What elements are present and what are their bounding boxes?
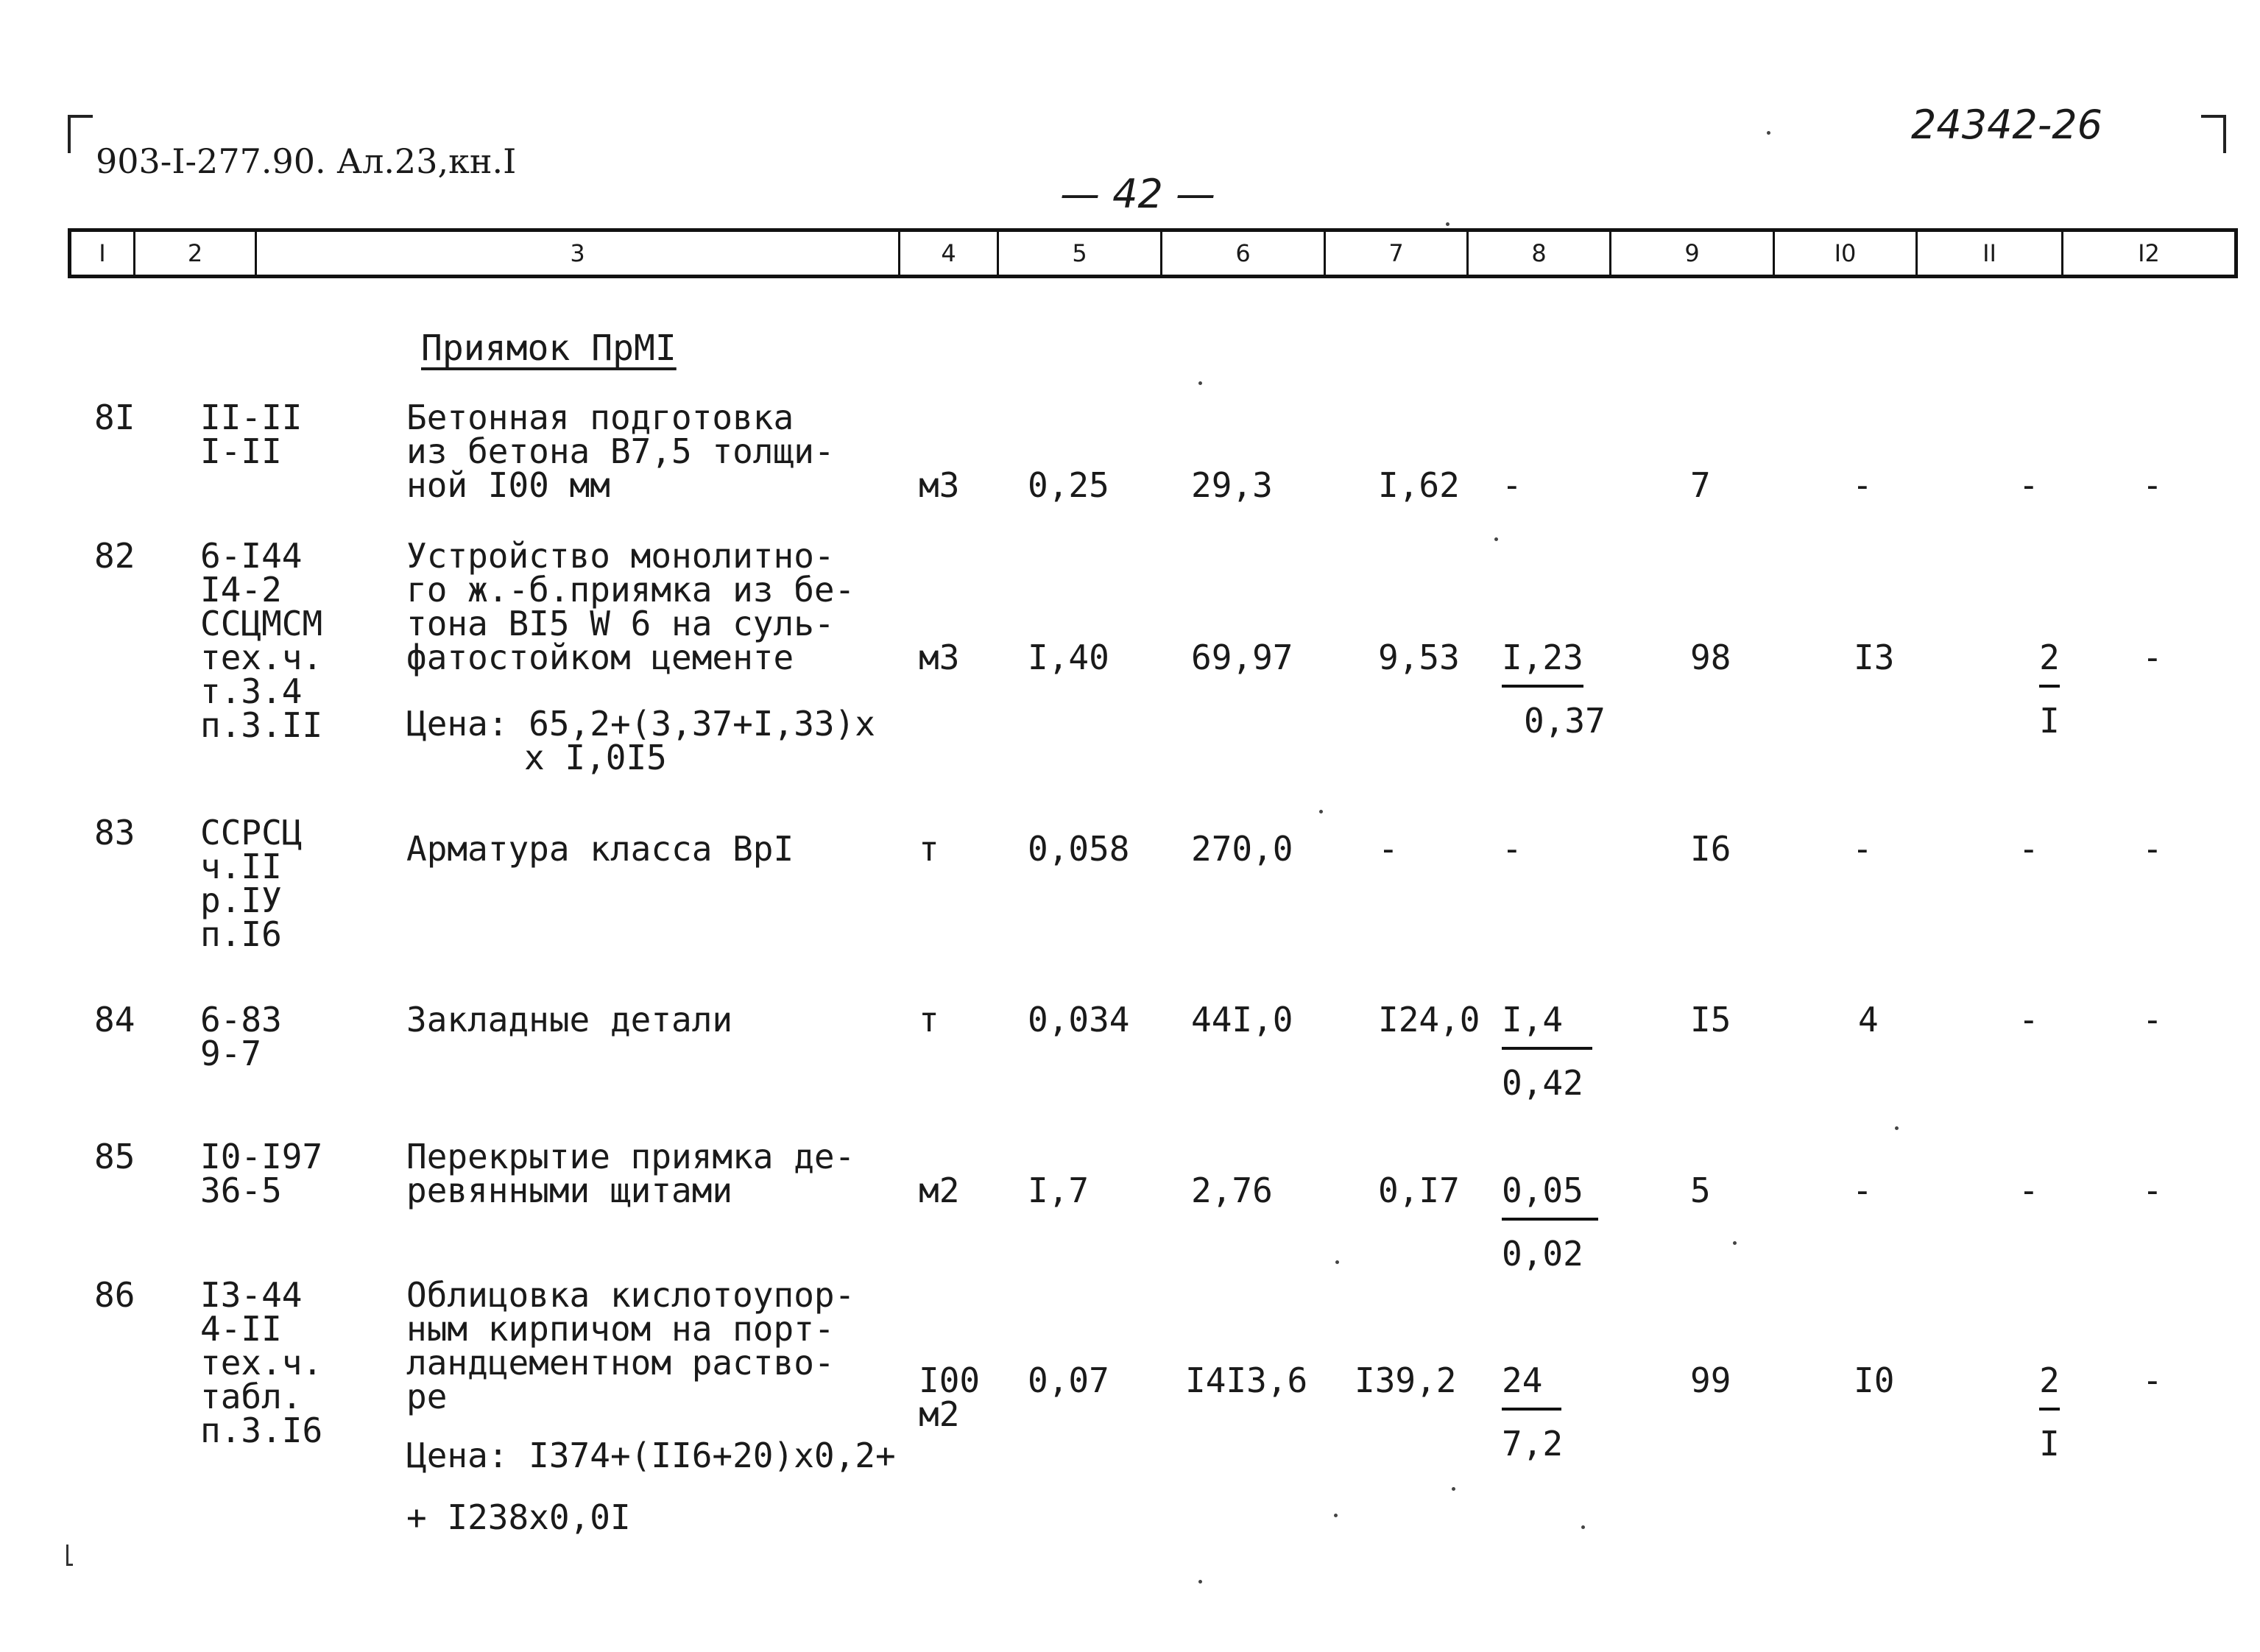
scan-speck: [1319, 810, 1323, 813]
row-85-unit: м2: [919, 1171, 960, 1210]
scan-speck: [1198, 381, 1202, 385]
scan-speck: [1767, 131, 1770, 135]
row-82-col9: 98: [1690, 638, 1731, 677]
row-85-price: 2,76: [1191, 1171, 1273, 1210]
column-header-8: 8: [1469, 232, 1611, 275]
row-83-name: Арматура класса BpI: [406, 829, 794, 869]
column-header-3: 3: [257, 232, 900, 275]
row-83-col7: -: [1378, 829, 1399, 869]
page-number: — 42 —: [1060, 171, 1216, 217]
scan-speck: [1452, 1487, 1455, 1491]
column-header-11: II: [1918, 232, 2063, 275]
row-83-col8: -: [1502, 829, 1522, 869]
row-86-name: Облицовка кислотоупор- ным кирпичом на порт- ландцементном раство- ре: [406, 1275, 855, 1416]
row-83-col9: I6: [1690, 829, 1731, 869]
row-84-qty: 0,034: [1028, 1000, 1130, 1039]
row-85-col12: -: [2142, 1171, 2163, 1210]
row-85-col11: -: [2019, 1171, 2039, 1210]
row-86-col7: I39,2: [1355, 1360, 1457, 1400]
fraction-denominator: I: [2039, 701, 2060, 741]
row-83-qty: 0,058: [1028, 829, 1130, 869]
scan-speck: [1334, 1514, 1338, 1517]
scan-speck: [1895, 1126, 1899, 1130]
column-header-7: 7: [1326, 232, 1469, 275]
column-header-2: 2: [135, 232, 257, 275]
row-85-name: Перекрытие приямка де- ревянными щитами: [406, 1137, 855, 1210]
fraction-denominator: 0,42: [1502, 1063, 1583, 1103]
row-81-col8: -: [1502, 465, 1522, 505]
row-82-col12: -: [2142, 638, 2163, 677]
row-84-number: 84: [94, 1000, 135, 1039]
column-header-9: 9: [1611, 232, 1775, 275]
row-81-col9: 7: [1690, 465, 1711, 505]
column-header-10: I0: [1775, 232, 1918, 275]
row-83-col12: -: [2142, 829, 2163, 869]
column-header-4: 4: [900, 232, 999, 275]
row-84-code: 6-83 9-7: [200, 1000, 282, 1073]
row-83-number: 83: [94, 813, 135, 853]
column-header-1: I: [71, 232, 135, 275]
fraction-numerator: 2: [2039, 640, 2060, 688]
row-84-name: Закладные детали: [406, 1000, 733, 1039]
column-header-5: 5: [999, 232, 1162, 275]
row-86-col9: 99: [1690, 1360, 1731, 1400]
row-81-qty: 0,25: [1028, 465, 1109, 505]
fraction-numerator: 24: [1502, 1363, 1561, 1411]
row-83-col10: -: [1852, 829, 1873, 869]
row-86-code: I3-44 4-II тех.ч. табл. п.3.I6: [200, 1275, 323, 1450]
column-header-12: I2: [2138, 239, 2160, 267]
row-81-col10: -: [1852, 465, 1873, 505]
row-86-col12: -: [2142, 1360, 2163, 1400]
row-84-col12: -: [2142, 1000, 2163, 1039]
row-86-col10: I0: [1854, 1360, 1895, 1400]
row-82-col7: 9,53: [1378, 638, 1460, 677]
row-82-qty: I,40: [1028, 638, 1109, 677]
scan-speck: [1198, 1580, 1202, 1584]
row-82-col10: I3: [1854, 638, 1895, 677]
corner-mark-top-right: [2201, 115, 2226, 153]
row-83-col11: -: [2019, 829, 2039, 869]
fraction-numerator: I,23: [1502, 640, 1583, 688]
document-code: 903-I-277.90. Ал.23,кн.I: [96, 141, 517, 181]
row-82-number: 82: [94, 536, 135, 576]
row-84-col11: -: [2019, 1000, 2039, 1039]
row-81-price: 29,3: [1191, 465, 1273, 505]
row-81-unit: м3: [919, 465, 960, 505]
corner-mark-top-left: [68, 115, 93, 153]
column-header-row: [68, 228, 2238, 278]
fraction-numerator: 0,05: [1502, 1173, 1598, 1221]
row-82-name: Устройство монолитно- го ж.-б.приямка из бе- тона BI5 W 6 на суль- фатостойком цементе: [406, 536, 855, 677]
row-85-qty: I,7: [1028, 1171, 1090, 1210]
scan-speck: [1733, 1241, 1737, 1245]
fraction-denominator: 0,37: [1524, 701, 1606, 741]
archive-number: 24342-26: [1911, 102, 2102, 148]
fraction-numerator: I,4: [1502, 1003, 1592, 1050]
row-81-number: 8I: [94, 398, 135, 437]
fraction-denominator: I: [2039, 1424, 2060, 1464]
row-82-code: 6-I44 I4-2 ССЦМСМ тех.ч. т.3.4 п.3.II: [200, 536, 323, 745]
scan-speck: [1446, 222, 1449, 226]
row-85-col10: -: [1852, 1171, 1873, 1210]
row-86-number: 86: [94, 1275, 135, 1315]
row-81-col11: -: [2019, 465, 2039, 505]
row-82-price-note: Цена: 65,2+(3,37+I,33)х х I,0I5: [406, 704, 875, 777]
row-84-col8-fraction: [1502, 1000, 1592, 1103]
row-85-number: 85: [94, 1137, 135, 1176]
row-83-code: ССРСЦ ч.II р.IУ п.I6: [200, 813, 303, 954]
row-84-price: 44I,0: [1191, 1000, 1293, 1039]
row-82-unit: м3: [919, 638, 960, 677]
row-86-col8-fraction: [1502, 1360, 1564, 1464]
corner-mark-bottom-left: [66, 1545, 73, 1566]
scan-speck: [1581, 1525, 1585, 1529]
row-86-price: I4I3,6: [1185, 1360, 1308, 1400]
row-84-unit: т: [919, 1000, 939, 1039]
row-83-unit: т: [919, 829, 939, 869]
row-86-price-note: Цена: I374+(II6+20)х0,2+ + I238х0,0I: [406, 1436, 896, 1537]
row-84-col9: I5: [1690, 1000, 1731, 1039]
scan-speck: [1335, 1260, 1339, 1264]
row-82-price: 69,97: [1191, 638, 1293, 677]
fraction-denominator: 0,02: [1502, 1234, 1583, 1274]
row-85-col7: 0,I7: [1378, 1171, 1460, 1210]
row-86-unit: I00 м2: [919, 1360, 981, 1434]
fraction-denominator: 7,2: [1502, 1424, 1564, 1464]
row-85-col9: 5: [1690, 1171, 1711, 1210]
row-86-qty: 0,07: [1028, 1360, 1109, 1400]
row-84-col7: I24,0: [1378, 1000, 1480, 1039]
row-82-col11-fraction: [2019, 638, 2080, 741]
row-85-code: I0-I97 36-5: [200, 1137, 323, 1210]
section-title: Приямок ПрМI: [421, 328, 677, 369]
row-85-col8-fraction: [1502, 1171, 1598, 1274]
fraction-numerator: 2: [2039, 1363, 2060, 1411]
column-header-6: 6: [1162, 232, 1326, 275]
row-82-col8-fraction: [1502, 638, 1606, 741]
row-81-col7: I,62: [1378, 465, 1460, 505]
row-86-col11-fraction: [2019, 1360, 2080, 1464]
row-81-name: Бетонная подготовка из бетона В7,5 толщи- ной I00 мм: [406, 398, 835, 505]
row-84-col10: 4: [1858, 1000, 1879, 1039]
row-81-col12: -: [2142, 465, 2163, 505]
row-83-price: 270,0: [1191, 829, 1293, 869]
scan-speck: [1494, 537, 1498, 541]
row-81-code: II-II I-II: [200, 398, 303, 471]
